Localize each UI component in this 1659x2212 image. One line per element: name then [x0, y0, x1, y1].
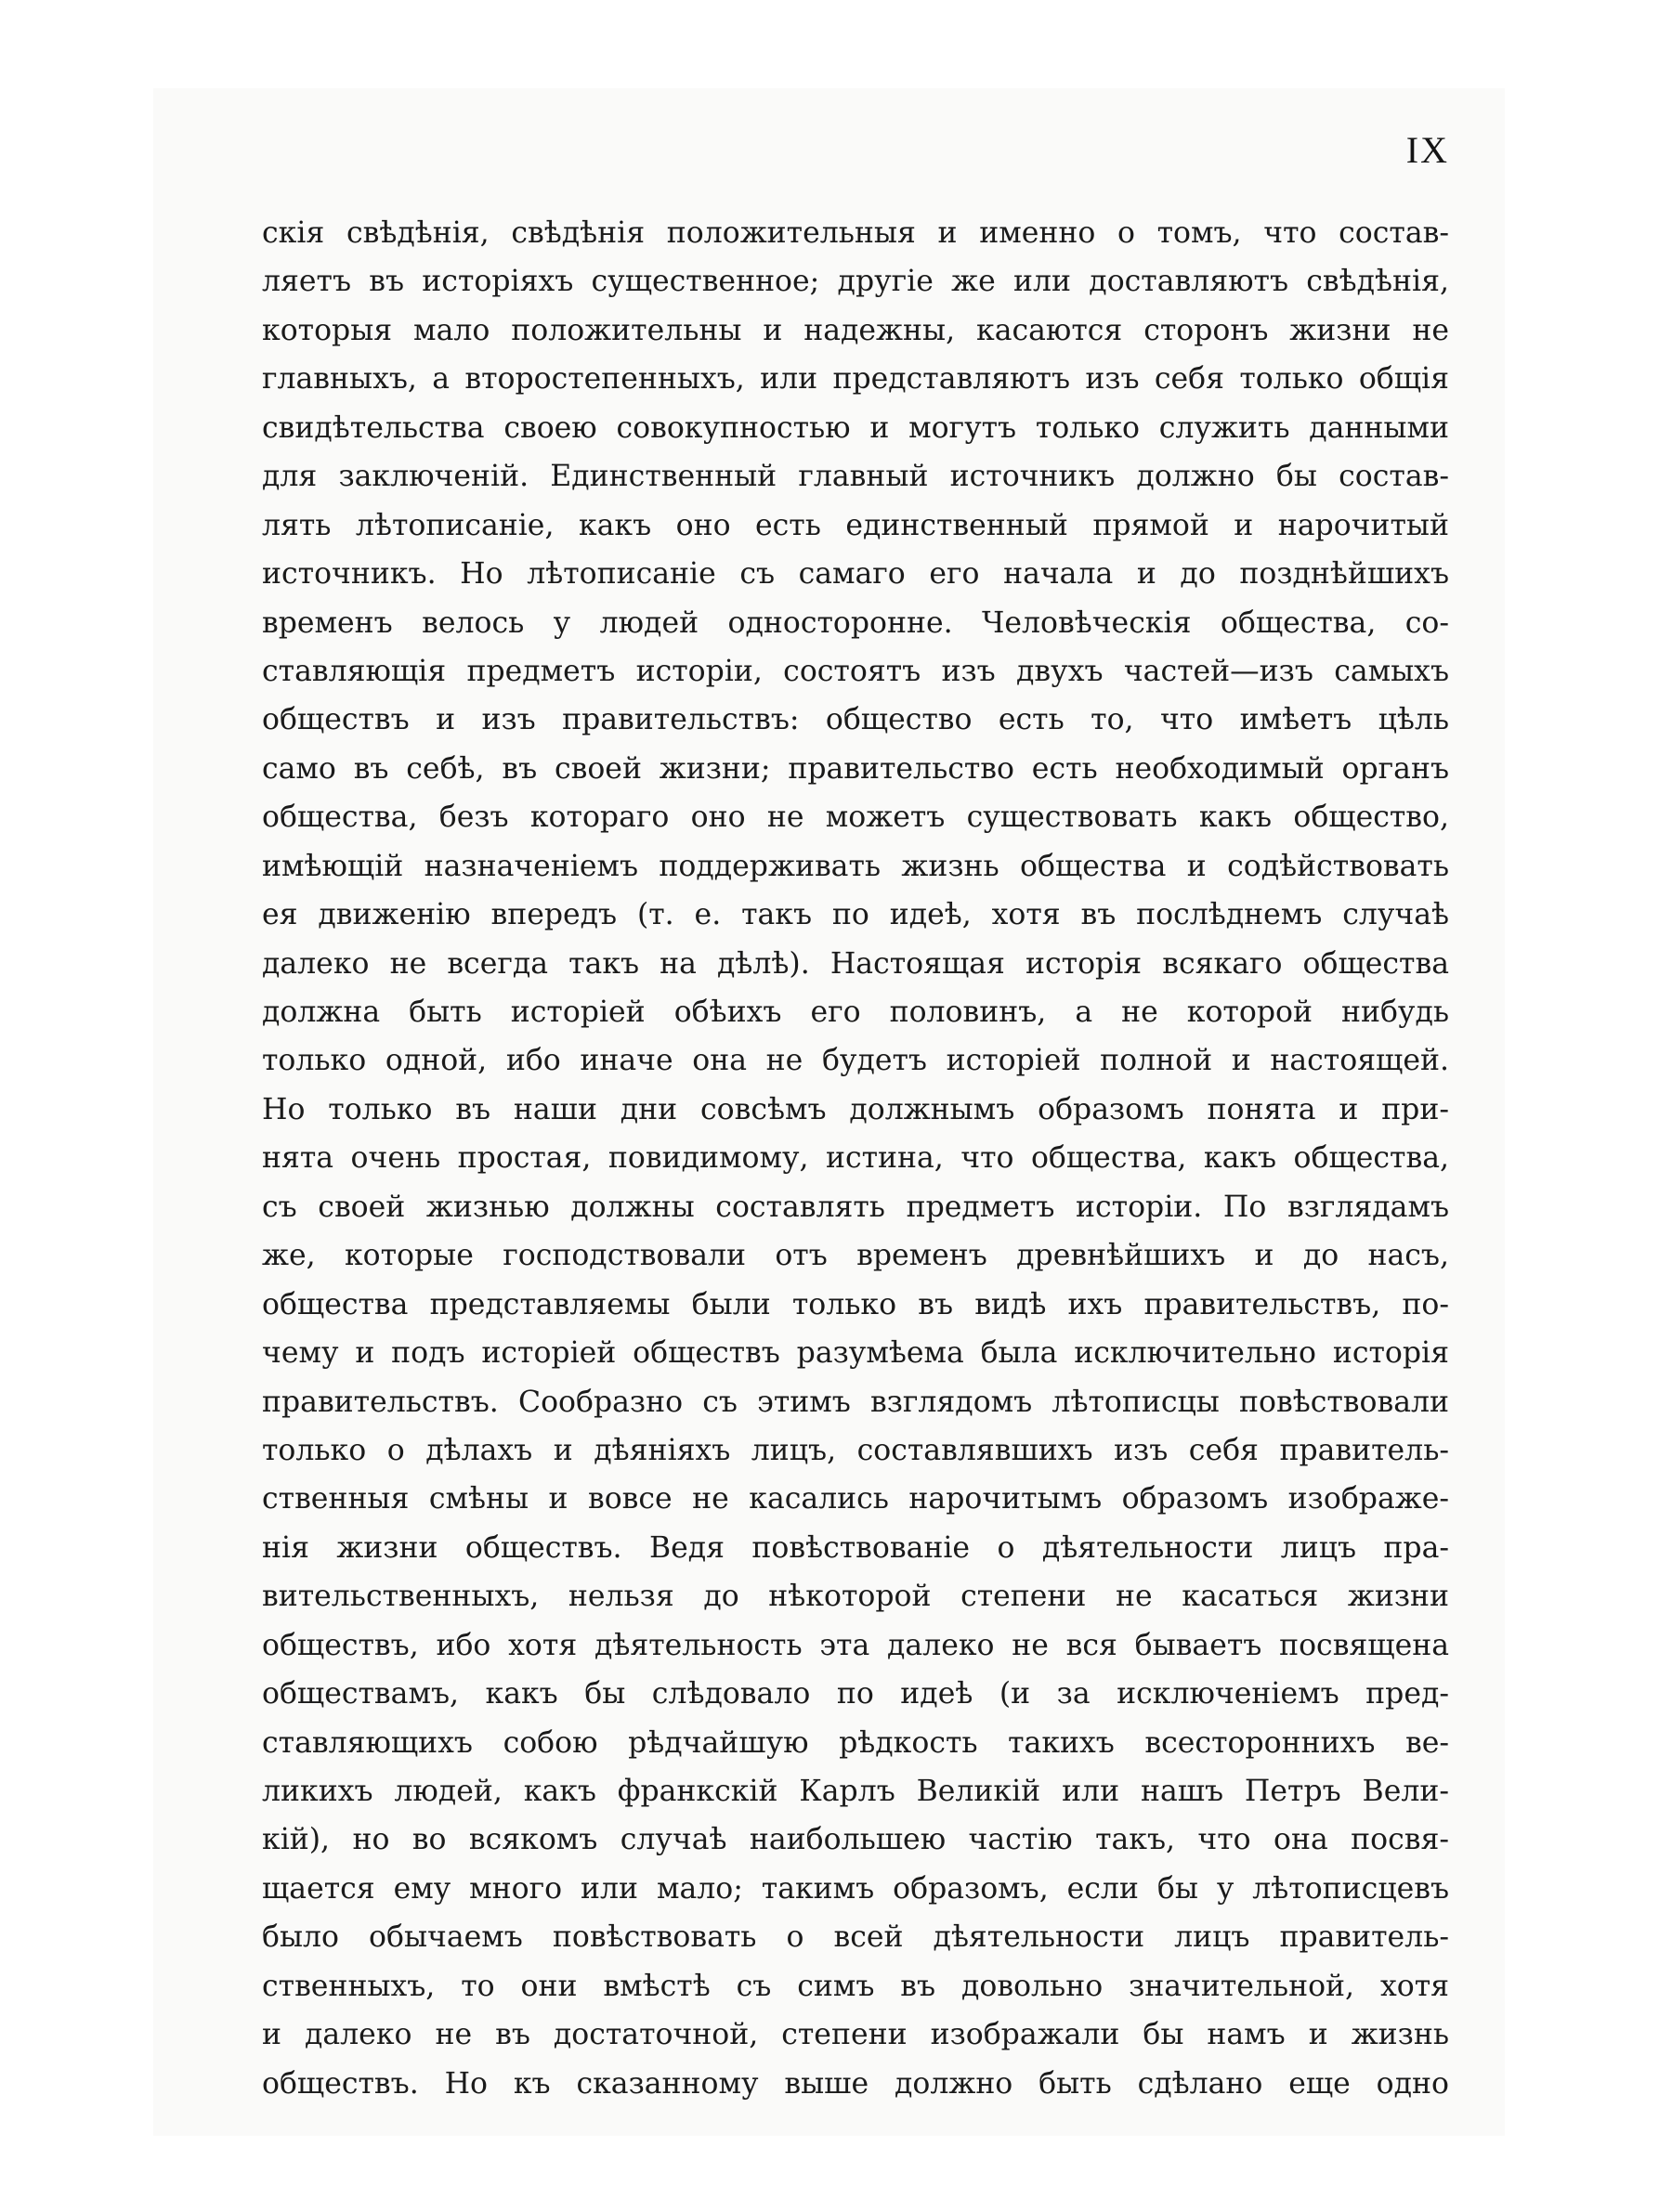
text-line: правительствъ. Сообразно съ этимъ взглядомъ лѣтописцы повѣствовали [262, 1385, 1449, 1419]
text-line: должна быть исторіей обѣихъ его половинъ, а не которой нибудь [262, 995, 1449, 1029]
text-line: только о дѣлахъ и дѣяніяхъ лицъ, составлявшихъ изъ себя правитель- [262, 1433, 1449, 1467]
text-line: далеко не всегда такъ на дѣлѣ). Настоящая исторія всякаго общества [262, 946, 1449, 981]
text-line: главныхъ, а второстепенныхъ, или представляютъ изъ себя только общія [262, 362, 1449, 397]
text-line: нія жизни обществъ. Ведя повѣствованіе о дѣятельности лицъ пра- [262, 1530, 1449, 1565]
text-line: лять лѣтописаніе, какъ оно есть единственный прямой и нарочитый [262, 508, 1449, 542]
text-line: ляетъ въ исторіяхъ существенное; другіе же или доставляютъ свѣдѣнія, [262, 265, 1449, 299]
text-line: вительственныхъ, нельзя до нѣкоторой степени не касаться жизни [262, 1580, 1449, 1614]
text-line: и далеко не въ достаточной, степени изображали бы намъ и жизнь [262, 2018, 1449, 2052]
text-line: было обычаемъ повѣствовать о всей дѣятельности лицъ правитель- [262, 1920, 1449, 1955]
text-line: кій), но во всякомъ случаѣ наибольшею частію такъ, что она посвя- [262, 1823, 1449, 1857]
text-line: само въ себѣ, въ своей жизни; правительство есть необходимый органъ [262, 751, 1449, 786]
text-line: ставляющія предметъ исторіи, состоятъ изъ двухъ частей—изъ самыхъ [262, 654, 1449, 688]
text-line: имѣющій назначеніемъ поддерживать жизнь общества и содѣйствовать [262, 849, 1449, 883]
text-line: общества, безъ котораго оно не можетъ существовать какъ общество, [262, 800, 1449, 835]
text-line: которыя мало положительны и надежны, касаются сторонъ жизни не [262, 313, 1449, 347]
text-line: общества представляемы были только въ видѣ ихъ правительствъ, по- [262, 1287, 1449, 1321]
text-line: Но только въ наши дни совсѣмъ должнымъ образомъ понята и при- [262, 1092, 1449, 1126]
text-line: источникъ. Но лѣтописаніе съ самаго его начала и до позднѣйшихъ [262, 557, 1449, 592]
text-line: для заключеній. Единственный главный источникъ должно бы состав- [262, 460, 1449, 494]
body-text [262, 209, 1449, 2108]
text-line: ликихъ людей, какъ франкскій Карлъ Великій или нашъ Петръ Вели- [262, 1775, 1449, 1808]
text-line: ственныя смѣны и вовсе не касались нарочитымъ образомъ изображе- [262, 1482, 1449, 1516]
text-line: только одной, ибо иначе она не будетъ исторіей полной и настоящей. [262, 1044, 1449, 1078]
text-line: обществъ и изъ правительствъ: общество есть то, что имѣетъ цѣль [262, 703, 1449, 737]
text-line: чему и подъ исторіей обществъ разумѣема была исключительно исторія [262, 1336, 1449, 1371]
text-line: обществъ. Но къ сказанному выше должно быть сдѣлано еще одно [262, 2066, 1449, 2101]
text-line: ставляющихъ собою рѣдчайшую рѣдкость такихъ всестороннихъ ве- [262, 1725, 1449, 1760]
text-line: съ своей жизнью должны составлять предметъ исторіи. По взглядамъ [262, 1190, 1449, 1224]
text-line: свидѣтельства своею совокупностью и могутъ только служить данными [262, 410, 1449, 445]
text-line: нята очень простая, повидимому, истина, что общества, какъ общества, [262, 1141, 1449, 1176]
text-line: обществамъ, какъ бы слѣдовало по идеѣ (и за исключеніемъ пред- [262, 1677, 1449, 1711]
page-number: IX [1405, 129, 1449, 171]
text-line: ственныхъ, то они вмѣстѣ съ симъ въ довольно значительной, хотя [262, 1969, 1449, 2003]
text-line: щается ему много или мало; такимъ образомъ, если бы у лѣтописцевъ [262, 1871, 1449, 1906]
text-line: ея движенію впередъ (т. е. такъ по идеѣ, хотя въ послѣднемъ случаѣ [262, 898, 1449, 932]
text-line: же, которые господствовали отъ временъ древнѣйшихъ и до насъ, [262, 1239, 1449, 1273]
text-line: скія свѣдѣнія, свѣдѣнія положительныя и именно о томъ, что состав- [262, 216, 1449, 250]
text-line: обществъ, ибо хотя дѣятельность эта далеко не вся бываетъ посвящена [262, 1628, 1449, 1662]
text-line: временъ велось у людей односторонне. Человѣческія общества, со- [262, 605, 1449, 640]
